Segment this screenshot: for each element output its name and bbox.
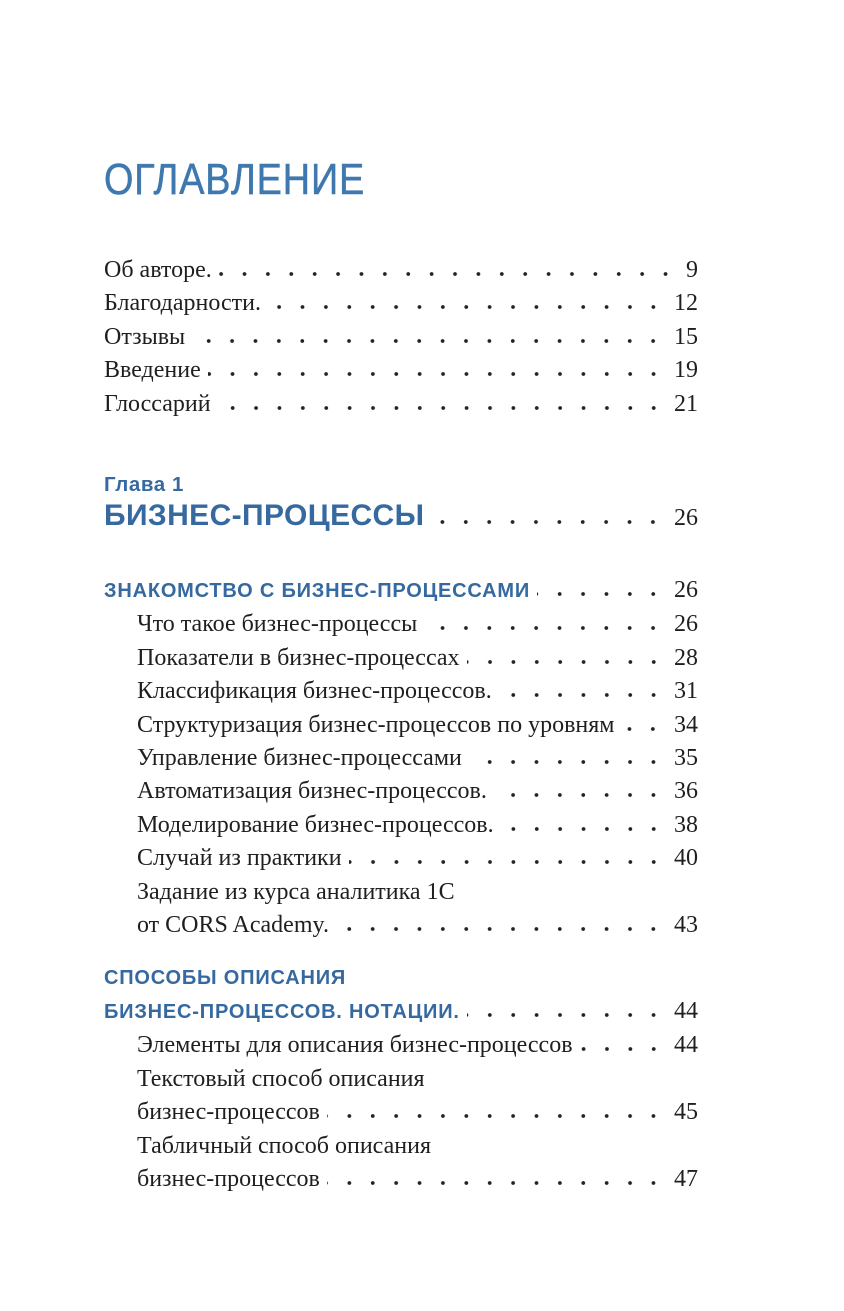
toc-entry-row [104, 876, 698, 909]
dot-leader [469, 759, 665, 765]
page-number: 47 [674, 1165, 698, 1192]
toc-entry-label: Отзывы [104, 323, 186, 350]
toc-entry-row [104, 1029, 698, 1062]
page-number: 28 [674, 644, 698, 671]
front-matter-row [104, 254, 698, 287]
page-number: 21 [674, 390, 698, 417]
front-matter-list [104, 254, 698, 421]
toc-entry-label: бизнес-процессов [137, 1099, 320, 1126]
page-number: 44 [674, 997, 698, 1024]
dot-leader [349, 859, 665, 865]
dot-leader [431, 519, 665, 525]
toc-entry-row [104, 1163, 698, 1196]
page-number: 26 [674, 611, 698, 638]
page-number: 40 [674, 845, 698, 872]
page-title: ОГЛАВЛЕНИЕ [104, 155, 366, 204]
toc-entry-row [104, 809, 698, 842]
dot-leader [208, 371, 665, 377]
chapter-title: БИЗНЕС-ПРОЦЕССЫ [104, 499, 425, 533]
toc-entry-row [104, 642, 698, 675]
dot-leader [580, 1046, 665, 1052]
page-number: 44 [674, 1032, 698, 1059]
toc-entry-row [104, 1130, 698, 1163]
front-matter-row [104, 321, 698, 354]
toc-entry-row [104, 709, 698, 742]
toc-entry-row [104, 842, 698, 875]
toc-entry-label: Задание из курса аналитика 1С [137, 878, 455, 905]
dot-leader [268, 304, 665, 310]
toc-entry-label: Текстовый способ описания [137, 1065, 425, 1092]
dot-leader [499, 692, 665, 698]
toc-entry-label: Что такое бизнес-процессы [137, 611, 418, 638]
toc-section [104, 962, 698, 1197]
front-matter-row [104, 388, 698, 421]
page-number: 36 [674, 778, 698, 805]
section-heading-row [104, 995, 698, 1029]
page-number: 15 [674, 323, 698, 350]
page-number: 9 [686, 257, 698, 283]
dot-leader [327, 1180, 665, 1186]
page-number: 31 [674, 678, 698, 705]
toc-entry-label: Табличный способ описания [137, 1132, 431, 1159]
chapter-title-row [104, 498, 698, 536]
page-number: 38 [674, 811, 698, 838]
toc-entry-label: Автоматизация бизнес-процессов. [137, 778, 487, 805]
dot-leader [494, 792, 665, 798]
dot-leader [336, 926, 665, 932]
toc-entry-label: Структуризация бизнес-процессов по уровням [137, 711, 615, 738]
dot-leader [537, 591, 665, 597]
chapter-kicker: Глава 1 [104, 473, 185, 497]
toc-entry-label: Элементы для описания бизнес-процессов [137, 1032, 573, 1059]
dot-leader [219, 271, 677, 277]
section-heading: СПОСОБЫ ОПИСАНИЯ [104, 966, 347, 989]
page-number: 26 [674, 505, 698, 532]
page-number: 35 [674, 745, 698, 772]
section-heading-row [104, 962, 698, 995]
toc-entry-row [104, 608, 698, 641]
toc-entry-label: Классификация бизнес-процессов. [137, 678, 492, 705]
page-number: 26 [674, 577, 698, 604]
chapter-block [104, 471, 698, 536]
toc-entry-label: Показатели в бизнес-процессах [137, 644, 460, 671]
front-matter-row [104, 354, 698, 387]
dot-leader [467, 659, 665, 665]
toc-entry-label: Глоссарий [104, 390, 211, 417]
front-matter-row [104, 287, 698, 320]
toc-entry-label: Об авторе. [104, 257, 212, 283]
toc-entry-label: Случай из практики [137, 845, 342, 872]
toc-entry-label: Моделирование бизнес-процессов. [137, 811, 494, 838]
dot-leader [501, 826, 665, 832]
toc-entry-label: от CORS Academy. [137, 912, 329, 939]
toc-entry-label: Благодарности. [104, 290, 261, 317]
page-number: 45 [674, 1099, 698, 1126]
toc-entry-row [104, 1096, 698, 1129]
page-number: 19 [674, 357, 698, 384]
section-heading: БИЗНЕС-ПРОЦЕССОВ. НОТАЦИИ. [104, 1000, 460, 1023]
toc-section [104, 574, 698, 942]
dot-leader [327, 1113, 665, 1119]
toc-entry-row [104, 775, 698, 808]
page-number: 12 [674, 290, 698, 317]
page-number: 43 [674, 912, 698, 939]
toc-entry-row [104, 909, 698, 942]
dot-leader [192, 338, 665, 344]
dot-leader [621, 726, 665, 732]
dot-leader [424, 625, 665, 631]
page-number: 34 [674, 711, 698, 738]
section-heading: ЗНАКОМСТВО С БИЗНЕС-ПРОЦЕССАМИ [104, 580, 531, 603]
toc-entry-row [104, 1063, 698, 1096]
toc-entry-row [104, 742, 698, 775]
toc-entry-label: Управление бизнес-процессами [137, 745, 462, 772]
toc-entry-label: бизнес-процессов [137, 1165, 320, 1192]
toc-entry-label: Введение [104, 357, 201, 384]
dot-leader [467, 1012, 665, 1018]
section-heading-row [104, 574, 698, 608]
toc-entry-row [104, 675, 698, 708]
dot-leader [218, 405, 665, 411]
toc-sections [104, 574, 698, 1196]
